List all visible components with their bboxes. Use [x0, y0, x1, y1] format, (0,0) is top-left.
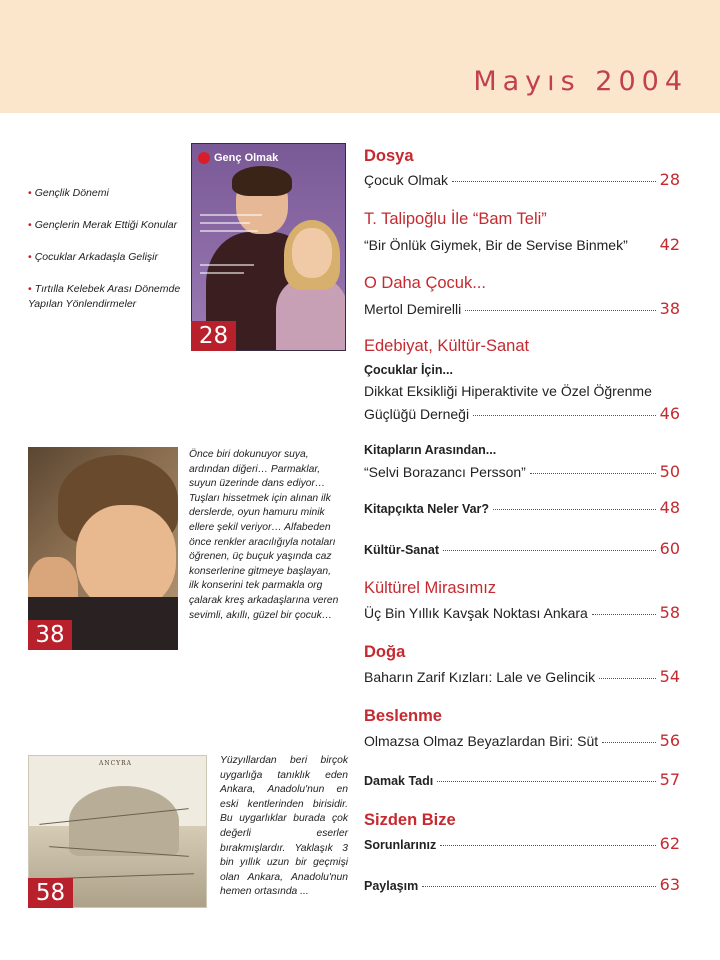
toc-entry[interactable]: “Bir Önlük Giymek, Bir de Servise Binmek” 42	[364, 235, 680, 254]
toc-entry[interactable]: Olmazsa Olmaz Beyazlardan Biri: Süt 56	[364, 731, 680, 750]
page-title: Mayıs 2004	[473, 66, 688, 97]
cover-fine-print	[200, 214, 262, 216]
subsection-heading: Kitapların Arasından...	[364, 443, 497, 457]
cover-fine-print	[200, 222, 250, 224]
toc-entry[interactable]: Baharın Zarif Kızları: Lale ve Gelincik 54	[364, 667, 680, 686]
cover-boy-hair	[232, 166, 292, 196]
section-heading: Dosya	[364, 147, 414, 165]
bullet-item: • Gençlerin Merak Ettiği Konular	[28, 219, 178, 231]
article-excerpt: Yüzyıllardan beri birçok uygarlığa tanıklık eden Ankara, Anadolu'nun en eski kentlerinden birisidir. Bu uygarlıklar burada çok değerli eserler bırakmışlardır. Yaklaşık 3 bin yıllık uzun bir geçmişi olan Ankara, Anadolu'nun hemen ortasında ...	[220, 755, 348, 898]
bullet-item: • Gençlik Dönemi	[28, 187, 109, 199]
toc-entry-line: Dikkat Eksikliği Hiperaktivite ve Özel Öğrenme	[364, 383, 652, 399]
magazine-cover-image[interactable]	[191, 143, 346, 351]
toc-entry[interactable]: Üç Bin Yıllık Kavşak Noktası Ankara 58	[364, 603, 680, 622]
article-excerpt: Önce biri dokunuyor suya, ardından diğeri… Parmaklar, suyun üzerinde dans ediyor… Tuşları hissetmek için alınan ilk derslerde, oyun hamuru minik ellere şekil veriyor… Alfabeden önce renkler aracılığıyla notaları öğrenen, üç buçuk yaşında caz konserlerine gitmeye başlayan, ilk konserini tek parmakla org çalarak kreş arkadaşlarına veren sevimli, akıllı, güzel bir çocuk…	[189, 449, 339, 621]
toc-entry[interactable]: Kitapçıkta Neler Var? 48	[364, 498, 680, 517]
cover-fine-print	[200, 272, 244, 274]
bullet-item: • Çocuklar Arkadaşla Gelişir	[28, 251, 159, 263]
dossier-bullet-list	[28, 186, 188, 329]
toc-entry[interactable]: Güçlüğü Derneği 46	[364, 404, 680, 423]
section-heading: Beslenme	[364, 707, 442, 725]
toc-entry[interactable]: “Selvi Borazancı Persson” 50	[364, 462, 680, 481]
logo-disc-icon	[198, 152, 210, 164]
engraving-caption: ANCYRA	[99, 760, 132, 767]
page-number-badge: 38	[28, 620, 72, 650]
section-heading: Sizden Bize	[364, 811, 456, 829]
page-number-badge: 58	[28, 878, 73, 908]
toc-entry[interactable]: Mertol Demirelli 38	[364, 299, 680, 318]
cover-girl-face	[292, 228, 332, 278]
section-heading: Edebiyat, Kültür-Sanat	[364, 337, 530, 355]
toc-entry[interactable]: Sorunlarınız 62	[364, 834, 680, 853]
cover-fine-print	[200, 264, 254, 266]
toc-entry[interactable]: Kültür-Sanat 60	[364, 539, 680, 558]
engraving-hill	[69, 786, 179, 856]
subsection-heading: Çocuklar İçin...	[364, 363, 453, 377]
page-number-badge: 28	[191, 321, 236, 351]
toc-entry[interactable]: Damak Tadı 57	[364, 770, 680, 789]
cover-fine-print	[200, 230, 258, 232]
table-of-contents	[364, 145, 680, 897]
toc-entry[interactable]: Çocuk Olmak 28	[364, 170, 680, 189]
section-heading: O Daha Çocuk...	[364, 274, 486, 292]
section-heading: Doğa	[364, 643, 406, 661]
bullet-item: • Tırtılla Kelebek Arası Dönemde Yapılan Yönlendirmeler	[28, 283, 181, 310]
section-heading: T. Talipoğlu İle “Bam Teli”	[364, 210, 547, 228]
child-face	[76, 505, 176, 610]
toc-entry[interactable]: Paylaşım 63	[364, 875, 680, 894]
section-heading: Kültürel Mirasımız	[364, 579, 497, 597]
cover-logo: Genç Olmak	[198, 152, 278, 164]
